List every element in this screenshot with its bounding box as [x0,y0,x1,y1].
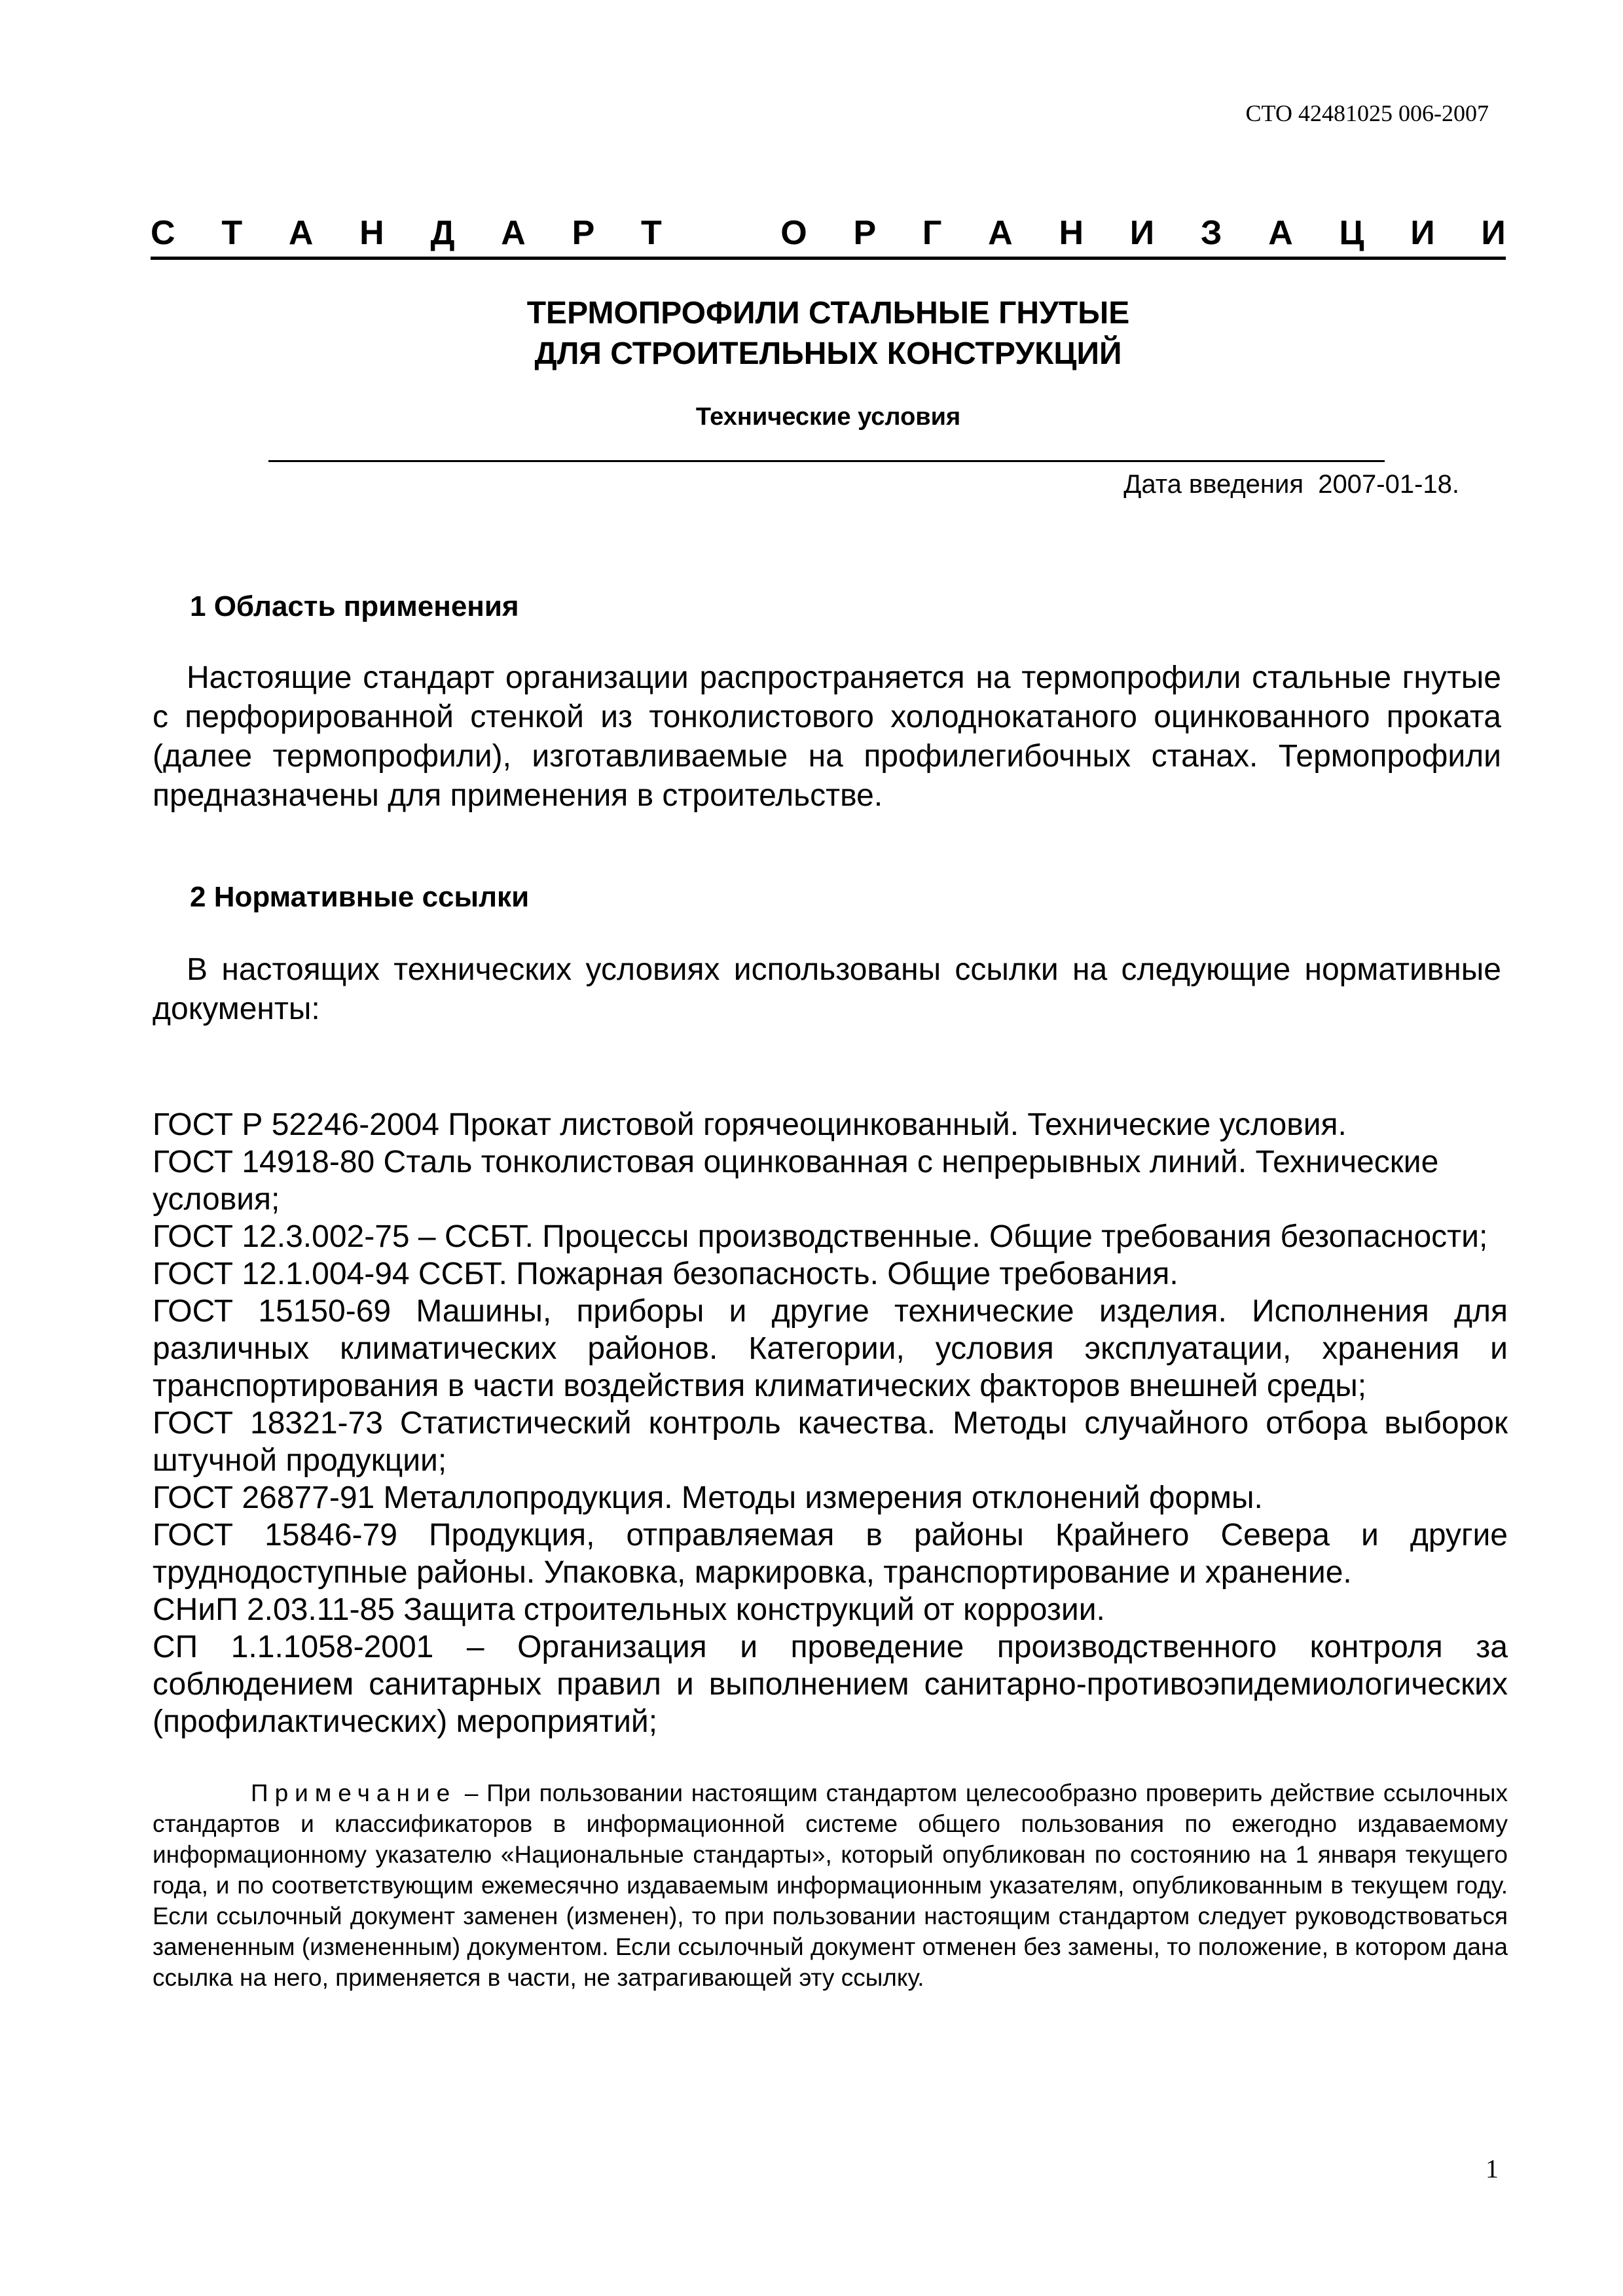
title-letter: Ц [1339,214,1364,252]
title-letter: О [780,214,807,252]
references-list [153,1106,1508,1740]
note-label: Примечание [251,1780,457,1806]
reference-item: ГОСТ 14918-80 Сталь тонколистовая оцинкованная с непрерывных линий. Технические условия; [153,1145,1439,1217]
reference-item: ГОСТ 18321-73 Статистический контроль качества. Методы случайного отбора выборок штучной продукции; [153,1406,1508,1478]
reference-item: ГОСТ Р 52246-2004 Прокат листовой горячеоцинкованный. Технические условия. [153,1107,1347,1142]
title-letter: А [501,214,526,252]
title-letter: Д [430,214,455,252]
title-letter: Р [853,214,877,252]
reference-item: ГОСТ 12.3.002-75 – ССБТ. Процессы производственные. Общие требования безопасности; [153,1219,1488,1254]
reference-item: ГОСТ 15150-69 Машины, приборы и другие технические изделия. Исполнения для различных климатических районов. Категории, условия эксплуатации, хранения и транспортирования в части воздействия климатических факторов внешней среды; [153,1294,1508,1403]
note-text: – При пользовании настоящим стандартом целесообразно проверить действие ссылочных стандартов и классификаторов в информационной системе общего пользования по ежегодно издаваемому информационному указателю «Национальные стандарты», который опубликован по состоянию на 1 января текущего года, и по соответствующим ежемесячно издаваемым информационным указателям, опубликованным в текущем году. Если ссылочный документ заменен (изменен), то при пользовании настоящим стандартом следует руководствоваться замененным (измененным) документом. Если ссылочный документ отменен без замены, то положение, в котором дана ссылка на него, применяется в части, не затрагивающей эту ссылку. [153,1780,1508,1991]
standard-title [151,213,1506,253]
reference-item: ГОСТ 12.1.004-94 ССБТ. Пожарная безопасность. Общие требования. [153,1257,1178,1291]
title-letter: И [1410,214,1435,252]
title-letter: И [1481,214,1506,252]
title-letter: А [1268,214,1293,252]
scope-text: Настоящие стандарт организации распространяется на термопрофили стальные гнутые с перфорированной стенкой из тонколистового холоднокатаного оцинкованного проката (далее термопрофили), изготавливаемые на профилегибочных станах. Термопрофили предназначены для применения в строительстве. [153,660,1501,813]
title-letter: Т [221,214,243,252]
reference-item: ГОСТ 15846-79 Продукция, отправляемая в районы Крайнего Севера и другие труднодоступные районы. Упаковка, маркировка, транспортирование и хранение. [153,1518,1508,1590]
introduction-date [1123,470,1459,499]
title-letter: З [1200,214,1222,252]
date-label: Дата введения [1123,470,1304,499]
section-heading-scope: 1 Область применения [190,590,519,622]
title-letter: А [988,214,1013,252]
title-letter: И [1129,214,1155,252]
title-rule [151,257,1506,260]
reference-item: СНиП 2.03.11-85 Защита строительных конструкций от коррозии. [153,1592,1105,1627]
document-title-line2: ДЛЯ СТРОИТЕЛЬНЫХ КОНСТРУКЦИЙ [534,336,1122,371]
reference-item: СП 1.1.1058-2001 – Организация и проведение производственного контроля за соблюдением санитарных правил и выполнением санитарно-противоэпидемиологических (профилактических) мероприятий; [153,1630,1508,1739]
references-intro-text: В настоящих технических условиях использованы ссылки на следующие нормативные документы: [153,952,1501,1026]
date-value: 2007-01-18. [1318,470,1459,499]
section-heading-references: 2 Нормативные ссылки [190,881,530,913]
section-paragraph-references [153,950,1501,1029]
title-letter: А [288,214,314,252]
title-letter: Г [922,214,942,252]
subtitle-rule [268,460,1385,462]
title-letter: Н [359,214,384,252]
document-code: СТО 42481025 006-2007 [1245,100,1489,126]
section-paragraph-scope [153,658,1501,816]
title-gap [708,213,735,253]
document-subtitle: Технические условия [695,403,961,431]
document-title-line1: ТЕРМОПРОФИЛИ СТАЛЬНЫЕ ГНУТЫЕ [526,296,1130,331]
title-letter: Т [641,214,662,252]
title-letter: Н [1059,214,1084,252]
document-title [151,293,1506,374]
page-number: 1 [1486,2154,1499,2183]
title-letter: С [151,214,175,252]
note-block [153,1778,1508,1993]
title-letter: Р [572,214,595,252]
reference-item: ГОСТ 26877-91 Металлопродукция. Методы измерения отклонений формы. [153,1480,1263,1515]
